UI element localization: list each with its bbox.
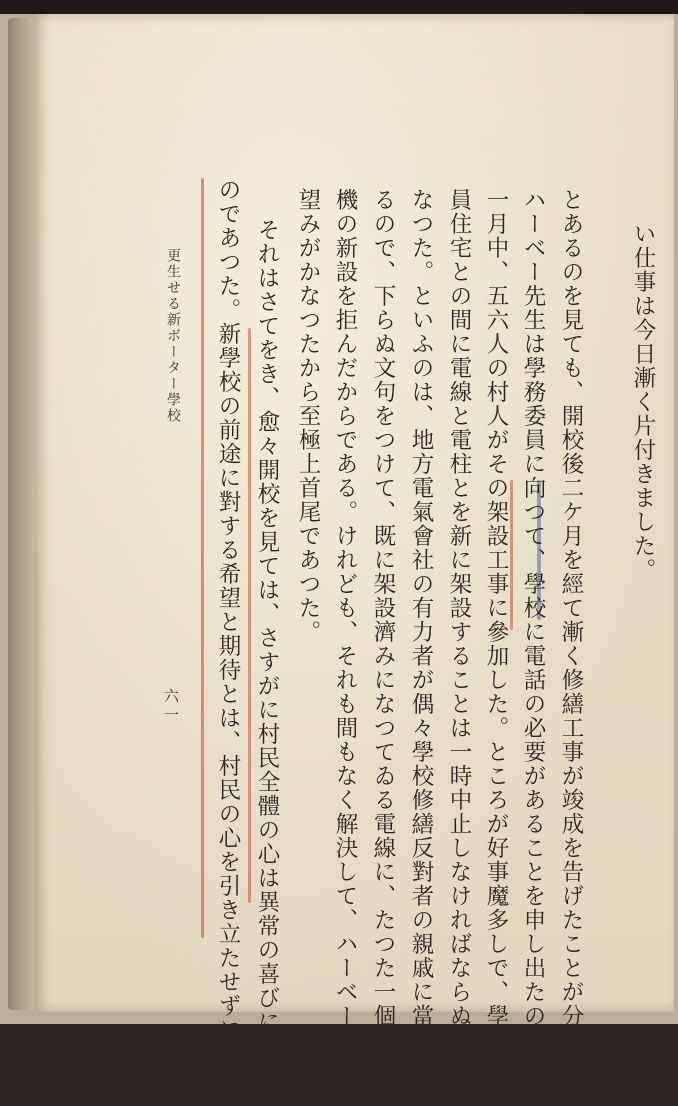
text-column-4: 一月中、五六人の村人がその架設工事に參加した。ところが好事魔多しで、學校と教	[483, 188, 509, 1100]
red-underline-annotation	[201, 178, 204, 938]
text-column-11: のであつた。新學校の前途に對する希望と期待とは、村民の心を引き立たせずには	[215, 178, 241, 1066]
text-column-3: ハーベー先生は學務委員に向つて、學校に電話の必要があることを申し出たので、十	[520, 188, 546, 1100]
text-column-1: い仕事は今日漸く片付きました。	[630, 222, 656, 582]
scan-background	[0, 0, 678, 14]
text-column-6: なつた。といふのは、地方電氣會社の有力者が偶々學校修繕反對者の親戚に當つてゐ	[408, 188, 434, 1100]
book-spine-edge	[8, 18, 36, 1010]
text-column-9: 望みがかなつたから至極上首尾であつた。	[295, 188, 321, 644]
text-column-5: 員住宅との間に電線と電柱とを新に架設することは一時中止しなければならぬ破目に	[446, 188, 472, 1100]
text-column-10: それはさてをき、愈々開校を見ては、さすがに村民全體の心は異常の喜びに燃え立	[254, 218, 280, 1106]
text-column-2: とあるのを見ても、開校後二ケ月を經て漸く修繕工事が竣成を告げたことが分かる。	[558, 188, 584, 1100]
page-number: 六一	[162, 688, 180, 726]
running-header: 更生せる新ボーター學校	[165, 248, 181, 424]
text-column-7: るので、下らぬ文句をつけて、既に架設濟みになつてゐる電線に、たつた一個の電話	[370, 188, 396, 1100]
text-column-8: 機の新設を拒んだからである。けれども、それも間もなく解決して、ハーベー先生の	[332, 188, 358, 1100]
